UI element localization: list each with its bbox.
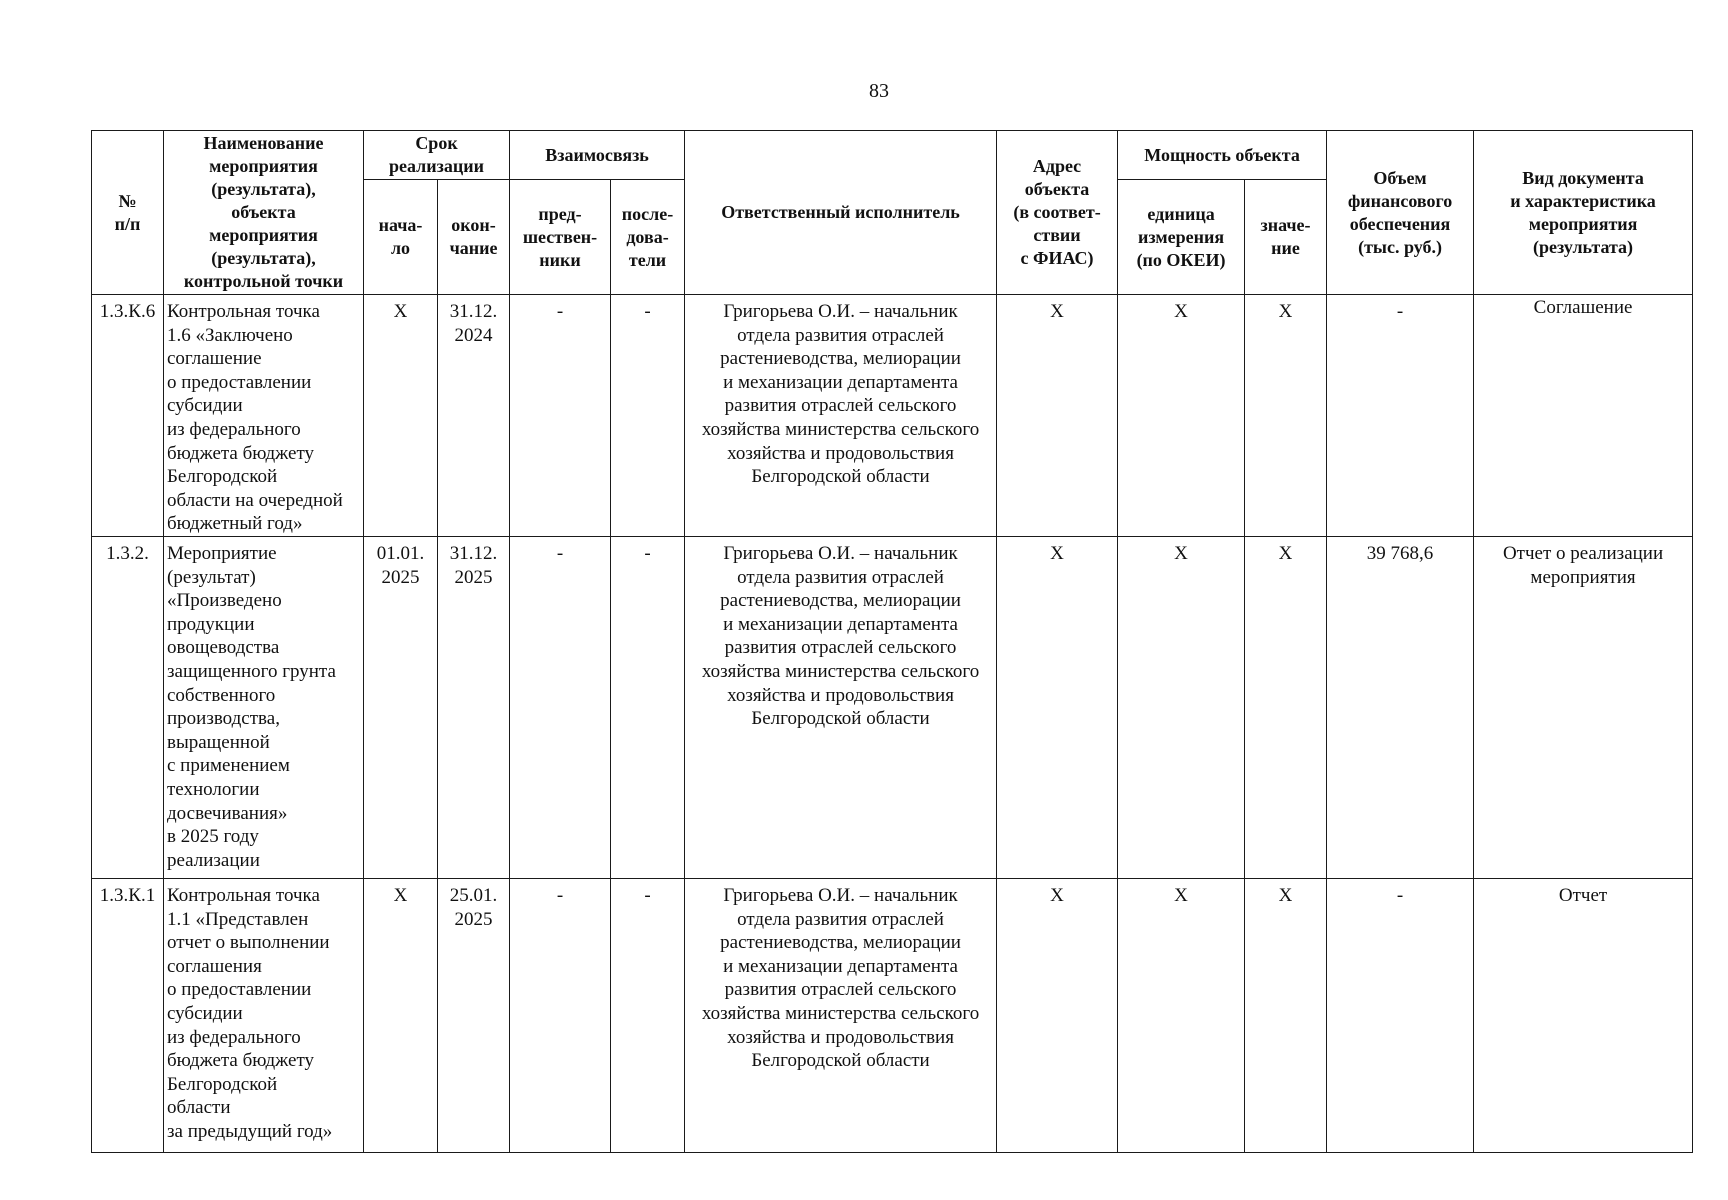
row-successors: - — [611, 295, 685, 537]
row-value: X — [1245, 879, 1327, 1153]
row-funding: 39 768,6 — [1327, 537, 1474, 879]
header-predecessors: пред- шествен- ники — [510, 180, 611, 295]
header-relation: Взаимосвязь — [510, 131, 685, 180]
row-unit: X — [1118, 537, 1245, 879]
page-number: 83 — [869, 80, 889, 102]
row-value: X — [1245, 537, 1327, 879]
row-address: X — [997, 295, 1118, 537]
row-responsible: Григорьева О.И. – начальник отдела развития отраслей растениеводства, мелиорации и механизации департамента развития отраслей сельского хозяйства министерства сельского хозяйства и продовольствия Белгородской области — [685, 879, 997, 1153]
header-name: Наименование мероприятия (результата), объекта мероприятия (результата), контрольной точки — [164, 131, 364, 295]
row-end: 31.12. 2024 — [438, 295, 510, 537]
row-responsible: Григорьева О.И. – начальник отдела развития отраслей растениеводства, мелиорации и механизации департамента развития отраслей сельского хозяйства министерства сельского хозяйства и продовольствия Белгородской области — [685, 295, 997, 537]
header-successors: после- дова- тели — [611, 180, 685, 295]
row-responsible: Григорьева О.И. – начальник отдела развития отраслей растениеводства, мелиорации и механизации департамента развития отраслей сельского хозяйства министерства сельского хозяйства и продовольствия Белгородской области — [685, 537, 997, 879]
row-funding: - — [1327, 295, 1474, 537]
row-predecessors: - — [510, 537, 611, 879]
row-num: 1.3.К.6 — [92, 295, 164, 537]
row-start: X — [364, 295, 438, 537]
row-start: X — [364, 879, 438, 1153]
row-end: 25.01. 2025 — [438, 879, 510, 1153]
header-responsible: Ответственный исполнитель — [685, 131, 997, 295]
row-unit: X — [1118, 295, 1245, 537]
row-name: Контрольная точка 1.1 «Представлен отчет о выполнении соглашения о предоставлении субсидии из федерального бюджета бюджету Белгородской области за предыдущий год» — [164, 879, 364, 1153]
header-value: значе- ние — [1245, 180, 1327, 295]
header-unit: единица измерения (по ОКЕИ) — [1118, 180, 1245, 295]
row-name: Мероприятие (результат) «Произведено продукции овощеводства защищенного грунта собственного производства, выращенной с применением технологии досвечивания» в 2025 году реализации — [164, 537, 364, 879]
row-end: 31.12. 2025 — [438, 537, 510, 879]
header-term-end: окон- чание — [438, 180, 510, 295]
row-successors: - — [611, 537, 685, 879]
header-address: Адрес объекта (в соответ- ствии с ФИАС) — [997, 131, 1118, 295]
header-term: Срок реализации — [364, 131, 510, 180]
row-address: X — [997, 537, 1118, 879]
table-row — [92, 537, 1693, 879]
row-doc-type: Отчет о реализации мероприятия — [1474, 537, 1693, 879]
table-row — [92, 295, 1693, 537]
header-doc-type: Вид документа и характеристика мероприятия (результата) — [1474, 131, 1693, 295]
table-header — [92, 131, 1693, 295]
row-doc-type: Отчет — [1474, 879, 1693, 1153]
row-start: 01.01. 2025 — [364, 537, 438, 879]
events-table — [91, 130, 1693, 1153]
table-row — [92, 879, 1693, 1153]
row-value: X — [1245, 295, 1327, 537]
row-address: X — [997, 879, 1118, 1153]
header-term-start: нача- ло — [364, 180, 438, 295]
row-num: 1.3.2. — [92, 537, 164, 879]
row-funding: - — [1327, 879, 1474, 1153]
header-funding: Объем финансового обеспечения (тыс. руб.) — [1327, 131, 1474, 295]
header-num: № п/п — [92, 131, 164, 295]
row-successors: - — [611, 879, 685, 1153]
row-name: Контрольная точка 1.6 «Заключено соглашение о предоставлении субсидии из федерального бюджета бюджету Белгородской области на очередной бюджетный год» — [164, 295, 364, 537]
header-capacity: Мощность объекта — [1118, 131, 1327, 180]
row-num: 1.3.К.1 — [92, 879, 164, 1153]
row-predecessors: - — [510, 295, 611, 537]
row-unit: X — [1118, 879, 1245, 1153]
row-doc-type: Соглашение — [1474, 295, 1693, 537]
row-predecessors: - — [510, 879, 611, 1153]
